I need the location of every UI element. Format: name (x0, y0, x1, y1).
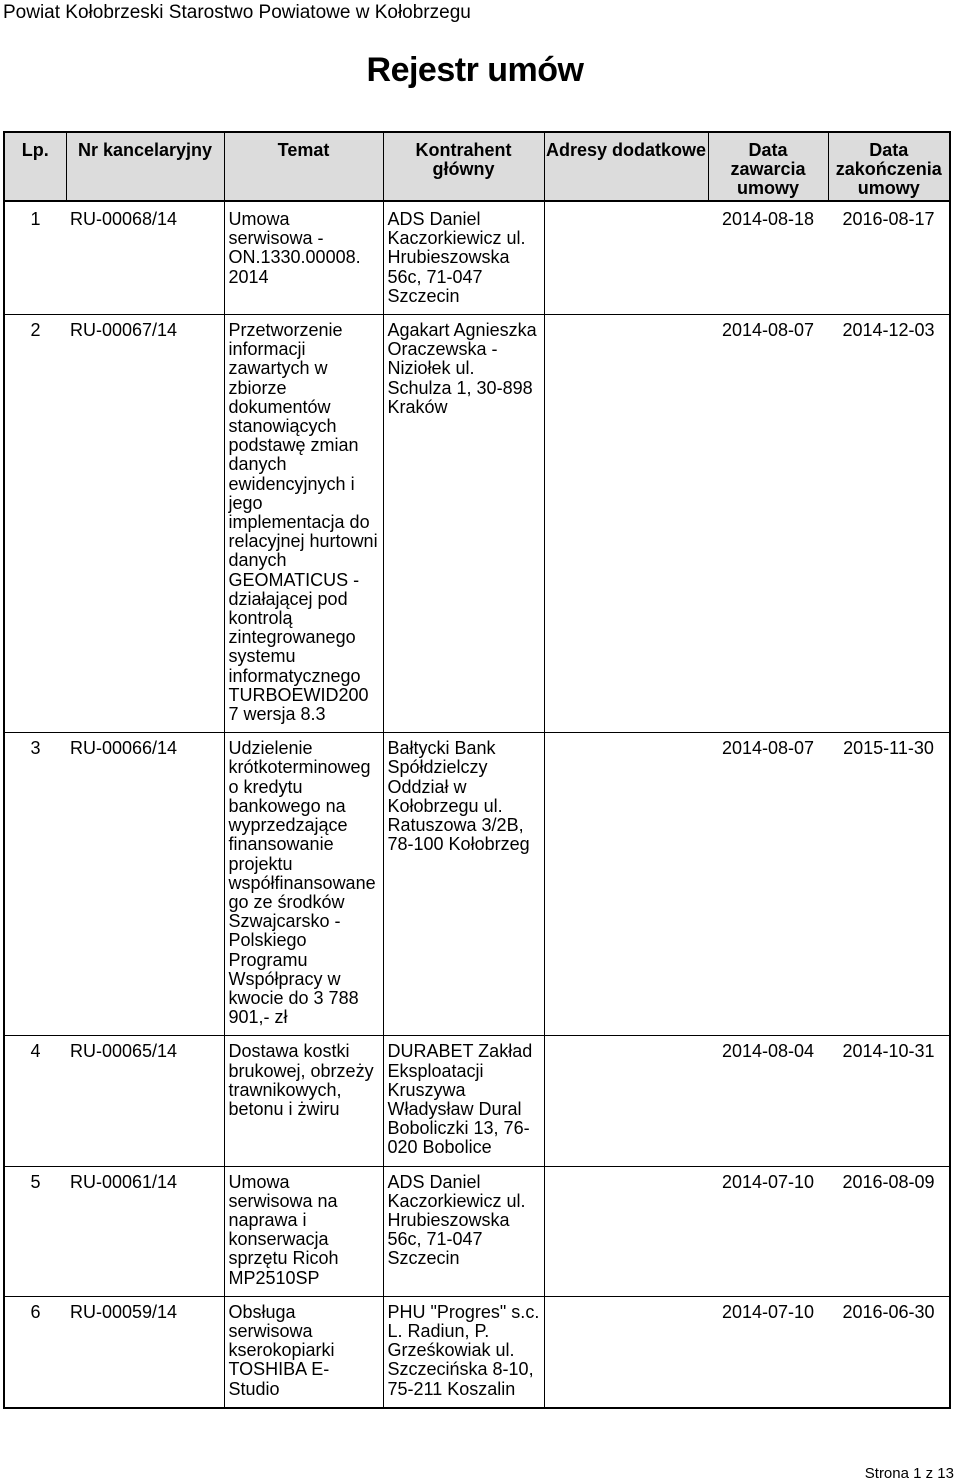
cell-data-zawarcia: 2014-07-10 (721, 1171, 815, 1192)
table-row (4, 1296, 950, 1408)
col-header-data-zakonczenia: Data zakończenia umowy (828, 132, 950, 201)
cell-data-zakonczenia: 2016-08-17 (828, 201, 950, 315)
cell-adresy (544, 1296, 708, 1408)
cell-kontrahent: ADS Daniel Kaczorkiewicz ul. Hrubieszowska 56c, 71-047 Szczecin (383, 201, 544, 315)
organization-name: Powiat Kołobrzeski Starostwo Powiatowe w Kołobrzegu (3, 2, 471, 23)
table-header-row (4, 132, 950, 201)
cell-lp: 6 (4, 1296, 66, 1408)
col-header-temat: Temat (224, 132, 383, 201)
table-row (4, 1036, 950, 1166)
col-header-kontrahent: Kontrahent główny (383, 132, 544, 201)
cell-nr: RU-00061/14 (66, 1166, 224, 1296)
page-title: Rejestr umów (366, 51, 584, 89)
table-row (4, 1166, 950, 1296)
cell-data-zakonczenia: 2016-08-09 (828, 1166, 950, 1296)
cell-data-zawarcia: 2014-08-07 (721, 738, 815, 759)
cell-lp: 5 (4, 1166, 66, 1296)
cell-nr: RU-00059/14 (66, 1296, 224, 1408)
cell-adresy (544, 733, 708, 1036)
table-row (4, 315, 950, 733)
contracts-register-table (3, 131, 951, 1409)
cell-nr: RU-00068/14 (66, 201, 224, 315)
cell-nr: RU-00065/14 (66, 1036, 224, 1166)
cell-adresy (544, 201, 708, 315)
cell-lp: 1 (4, 201, 66, 315)
cell-lp: 4 (4, 1036, 66, 1166)
cell-temat: Przetworzenie informacji zawartych w zbiorze dokumentów stanowiących podstawę zmian danych ewidencyjnych i jego implementacja do relacyjnej hurtowni danych GEOMATICUS - działającej pod kontrolą zintegrowanego systemu informatycznego TURBOEWID2007 wersja 8.3 (224, 315, 383, 733)
cell-adresy (544, 1036, 708, 1166)
page-number: Strona 1 z 13 (864, 1465, 954, 1482)
table-row (4, 201, 950, 315)
cell-temat: Dostawa kostki brukowej, obrzeży trawnikowych, betonu i żwiru (224, 1036, 383, 1166)
cell-data-zawarcia: 2014-08-04 (721, 1041, 815, 1062)
cell-adresy (544, 1166, 708, 1296)
cell-data-zakonczenia: 2014-12-03 (828, 315, 950, 733)
cell-kontrahent: Bałtycki Bank Spółdzielczy Oddział w Kołobrzegu ul. Ratuszowa 3/2B, 78-100 Kołobrzeg (383, 733, 544, 1036)
cell-kontrahent: Agakart Agnieszka Oraczewska - Niziołek ul. Schulza 1, 30-898 Kraków (383, 315, 544, 733)
cell-temat: Umowa serwisowa na naprawa i konserwacja sprzętu Ricoh MP2510SP (224, 1166, 383, 1296)
col-header-data-zawarcia: Data zawarcia umowy (708, 132, 828, 201)
table-row (4, 733, 950, 1036)
cell-data-zawarcia: 2014-08-07 (721, 320, 815, 341)
cell-kontrahent: PHU "Progres" s.c. L. Radiun, P. Grześkowiak ul. Szczecińska 8-10, 75-211 Koszalin (383, 1296, 544, 1408)
cell-nr: RU-00066/14 (66, 733, 224, 1036)
cell-temat: Umowa serwisowa - ON.1330.00008. 2014 (224, 201, 383, 315)
cell-data-zawarcia: 2014-08-18 (721, 209, 815, 229)
cell-data-zakonczenia: 2015-11-30 (828, 733, 950, 1036)
cell-kontrahent: ADS Daniel Kaczorkiewicz ul. Hrubieszowska 56c, 71-047 Szczecin (383, 1166, 544, 1296)
cell-nr: RU-00067/14 (66, 315, 224, 733)
col-header-nr-kancelaryjny: Nr kancelaryjny (66, 132, 224, 201)
cell-lp: 2 (4, 315, 66, 733)
col-header-adresy: Adresy dodatkowe (544, 132, 708, 201)
cell-lp: 3 (4, 733, 66, 1036)
cell-adresy (544, 315, 708, 733)
cell-data-zakonczenia: 2016-06-30 (828, 1296, 950, 1408)
cell-temat: Udzielenie krótkoterminowego kredytu bankowego na wyprzedzające finansowanie projektu współfinansowanego ze środków Szwajcarsko - Polskiego Programu Współpracy w kwocie do 3 788 901,- zł (224, 733, 383, 1036)
col-header-lp: Lp. (4, 132, 66, 201)
cell-kontrahent: DURABET Zakład Eksploatacji Kruszywa Władysław Dural Boboliczki 13, 76-020 Bobolice (383, 1036, 544, 1166)
cell-data-zakonczenia: 2014-10-31 (828, 1036, 950, 1166)
cell-temat: Obsługa serwisowa kserokopiarki TOSHIBA E-Studio (224, 1296, 383, 1408)
cell-data-zawarcia: 2014-07-10 (721, 1301, 815, 1322)
